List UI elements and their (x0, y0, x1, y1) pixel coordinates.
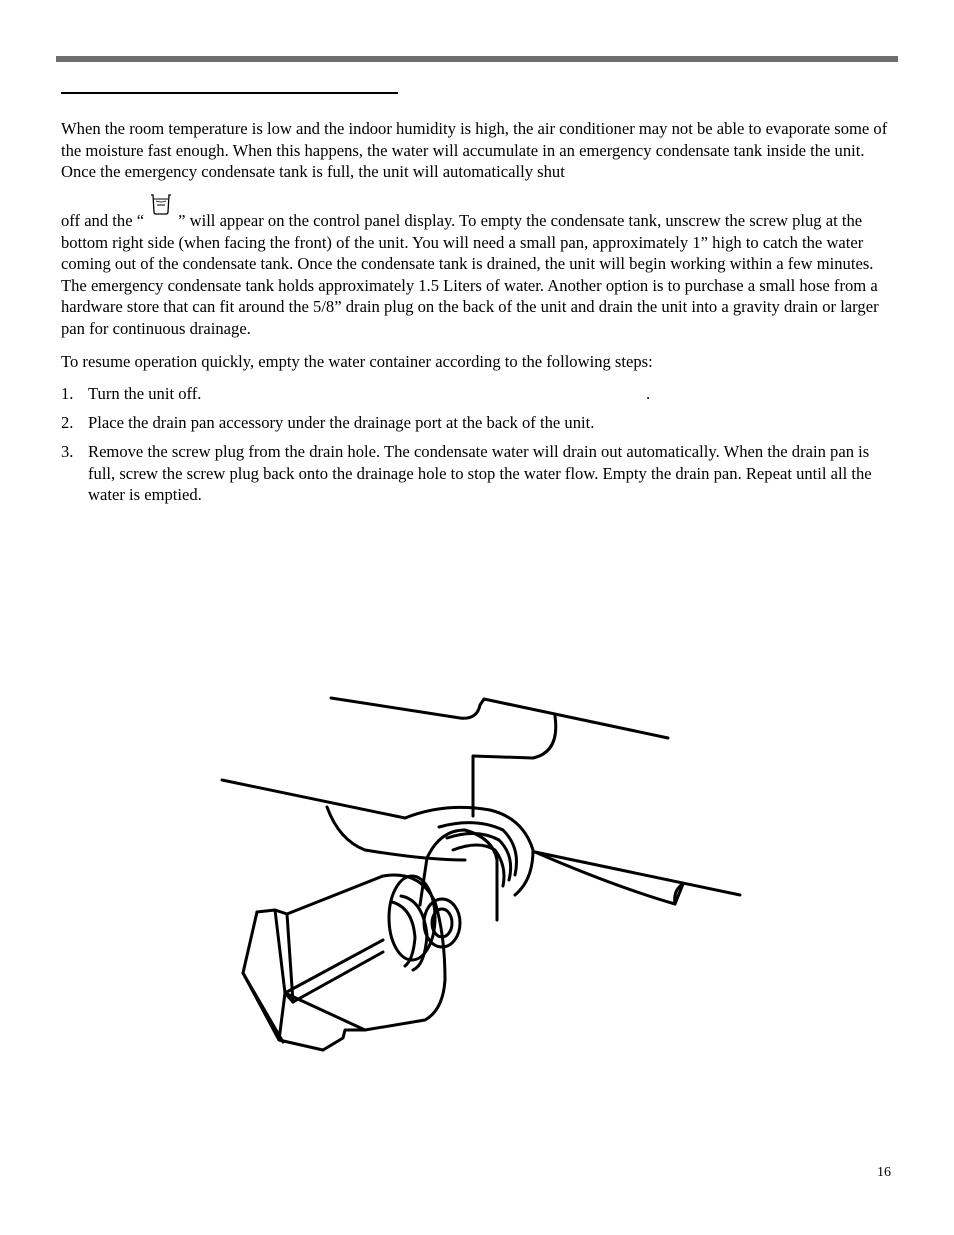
paragraph-after-icon: ” will appear on the control panel display. To empty the condensate tank, unscrew the screw plug at the bottom right side (when facing the front) of the unit. You will need a small pan, approximately 1” high to catch the water coming out of the condensate tank. Once the condensate tank is drained, the unit will begin working within a few minutes. The emergency condensate tank holds approximately 1.5 Liters of water. Another option is to purchase a small hose from a hardware store that can fit around the 5/8” drain plug on the back of the unit and drain the unit into a gravity drain or larger pan for continuous drainage. (61, 211, 879, 338)
top-divider (56, 56, 898, 62)
step-number: 3. (61, 442, 74, 461)
paragraph-resume: To resume operation quickly, empty the water container according to the following steps: (61, 352, 653, 371)
section-heading-underline (61, 92, 398, 94)
step-number: 1. (61, 384, 74, 403)
step-number: 2. (61, 413, 74, 432)
step-trailing-period: . (646, 384, 651, 403)
step-text: Remove the screw plug from the drain hole. The condensate water will drain out automatically. When the drain pan is full, screw the screw plug back onto the drainage hole to stop the water flow. Empty the drain pan. Repeat until all the water is emptied. (88, 442, 872, 504)
drain-plug-illustration (215, 690, 760, 1060)
page-number: 16 (877, 1165, 891, 1180)
step-text: Place the drain pan accessory under the drainage port at the back of the unit. (88, 413, 595, 432)
paragraph-intro: When the room temperature is low and the indoor humidity is high, the air conditioner may not be able to evaporate some of the moisture fast enough. When this happens, the water will accumulate in an emergency condensate tank inside the unit. Once the emergency condensate tank is full, the unit will automatically shut (61, 119, 888, 181)
step-text: Turn the unit off. (88, 384, 202, 403)
paragraph-before-icon: off and the “ (61, 211, 145, 230)
water-tank-full-icon (148, 193, 174, 217)
paragraph-condensate-tank (61, 203, 897, 339)
